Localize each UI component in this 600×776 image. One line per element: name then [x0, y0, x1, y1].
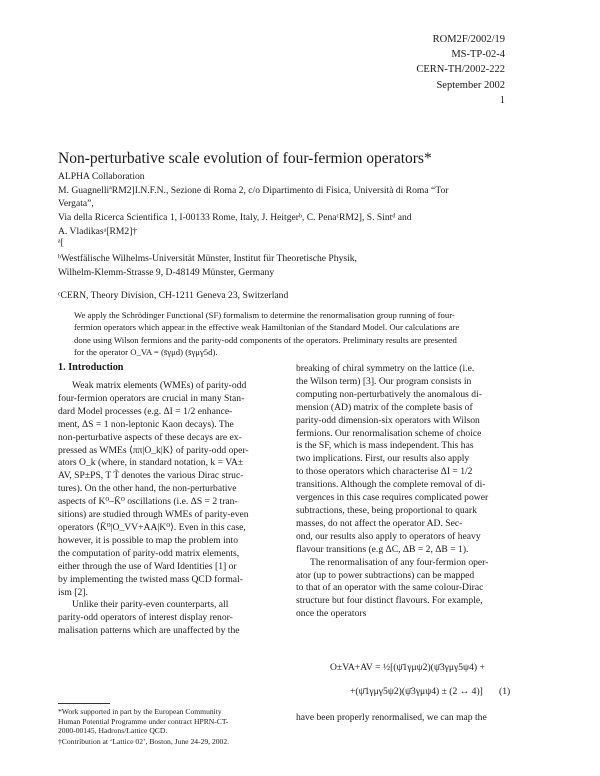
right-column-tail: [296, 712, 518, 725]
text-line: ond, our results also apply to operators of heavy: [296, 530, 481, 542]
equation-line-1: O±VA+AV = ½[(ψ̄1γμψ2)(ψ̄3γμγ5ψ4) +: [330, 662, 485, 673]
text-line: aspects of K⁰–K̄⁰ oscillations (i.e. ΔS = 2 tran-: [58, 496, 238, 508]
affiliation-a: ᵃ[: [58, 237, 64, 248]
text-line: to those operators which characterise ΔI = 1/2: [296, 466, 473, 478]
text-line: breaking of chiral symmetry on the lattice (i.e.: [296, 363, 475, 374]
text-line: ment, ΔS = 1 non-leptonic Kaon decays). The: [58, 418, 234, 430]
report-number: CERN-TH/2002-222: [416, 64, 505, 76]
left-column: [58, 380, 280, 638]
right-column: [296, 363, 518, 621]
footnote-line: 2000-00145, Hadrons/Lattice QCD.: [58, 726, 168, 736]
abstract: [74, 309, 524, 359]
text-line: subtractions, these, being proportional to quark: [296, 504, 477, 516]
abstract-line: We apply the Schrödinger Functional (SF) formalism to determine the renormalisation group running of four-: [74, 310, 455, 320]
text-line: either through the use of Ward Identities [1] or: [58, 560, 237, 572]
author-block: [58, 170, 498, 239]
text-line: to that of an operator with the same colour-Dirac: [296, 582, 484, 594]
text-line: ism [2].: [58, 586, 88, 598]
author-line: Vergata”,: [58, 198, 94, 210]
text-line: two implications. First, our results also apply: [296, 453, 470, 465]
footnote-2: †Contribution at ‘Lattice 02’, Boston, June 24-29, 2002.: [58, 737, 230, 746]
text-line: dard Model processes (e.g. ΔI = 1/2 enhance-: [58, 405, 233, 417]
abstract-line: done using Wilson fermions and the parity-odd components of the operators. Preliminary results are presented: [74, 334, 457, 345]
text-line: AV, SP±PS, T T̃ denotes the various Dirac struc-: [58, 470, 244, 482]
text-line: once the operators: [296, 608, 367, 620]
text-line: transitions. Although the complete removal of di-: [296, 479, 486, 491]
text-line: malisation patterns which are unaffected by the: [58, 625, 240, 637]
footnote-line: Human Potential Programme under contract HPRN-CT-: [58, 716, 229, 726]
author-line: M. GuagnelliªRM2]I.N.F.N., Sezione di Roma 2, c/o Dipartimento di Fisica, Università di Roma “Tor: [58, 184, 449, 196]
text-line: tures). On the other hand, the non-perturbative: [58, 483, 237, 495]
affiliation-c: ᶜCERN, Theory Division, CH-1211 Geneva 23, Switzerland: [58, 290, 289, 301]
text-line: the computation of parity-odd matrix elements,: [58, 547, 240, 559]
abstract-line: fermion operators which appear in the effective weak Hamiltonian of the Standard Model. Our calculations are: [74, 322, 460, 333]
text-line: however, it is possible to map the problem into: [58, 534, 239, 546]
affiliation-b: [58, 252, 357, 279]
text-line: ators O_k (where, in standard notation, k = VA±: [58, 457, 244, 469]
report-numbers: [416, 32, 505, 108]
text-line: four-fermion operators are crucial in many Stan-: [58, 392, 245, 404]
page-number: 1: [499, 94, 505, 106]
text-line: parity-odd operators of interest display renor-: [58, 612, 233, 624]
text-line: vergences in this case requires complicated power: [296, 492, 489, 504]
text-line: flavour transitions (e.g ΔC, ΔB = 2, ΔB = 1).: [296, 543, 469, 555]
author-line: Via della Ricerca Scientifica 1, I-00133 Rome, Italy, J. Heitgerᵇ, C. PenaᶜRM2], S. Sintᵈ and: [58, 212, 412, 224]
equation-line-2: +(ψ̄1γμγ5ψ2)(ψ̄3γμψ4) ± (2 ↔ 4)]: [350, 686, 483, 697]
paper-title: Non-perturbative scale evolution of four-fermion operators*: [58, 150, 432, 167]
text-line: non-perturbative aspects of these decays are ex-: [58, 431, 242, 443]
report-number: ROM2F/2002/19: [432, 34, 505, 45]
equation-number: (1): [499, 686, 511, 697]
affiliation-line: ᵇWestfälische Wilhelms-Universität Münster, Institut für Theoretische Physik,: [58, 253, 357, 264]
text-line: pressed as WMEs ⟨ππ|O_k|K⟩ of parity-odd oper-: [58, 444, 249, 456]
section-heading: 1. Introduction: [58, 362, 124, 373]
text-line: Weak matrix elements (WMEs) of parity-odd: [72, 380, 247, 391]
footnote-1: [58, 707, 278, 736]
text-line: the Wilson term) [3]. Our program consists in: [296, 375, 472, 387]
text-line: sitions) are studied through WMEs of parity-even: [58, 509, 249, 521]
text-line: structure but four distinct flavours. For example,: [296, 595, 483, 607]
report-date: September 2002: [436, 79, 505, 91]
report-number: MS-TP-02-4: [451, 49, 505, 61]
footnote-line: *Work supported in part by the European Community: [58, 707, 222, 716]
author-line: A. Vladikasᵃ[RM2]†: [58, 225, 138, 237]
text-line: have been properly renormalised, we can map the: [296, 712, 487, 723]
affiliation-line: Wilhelm-Klemm-Strasse 9, D-48149 Münster, Germany: [58, 266, 275, 278]
text-line: Unlike their parity-even counterparts, all: [72, 599, 229, 611]
text-line: parity-odd dimension-six operators with Wilson: [296, 414, 480, 426]
text-line: mension (AD) matrix of the complete basis of: [296, 401, 473, 413]
text-line: fermions. Our renormalisation scheme of choice: [296, 427, 482, 439]
text-line: is the SF, which is mass independent. This has: [296, 440, 474, 452]
text-line: masses, do not affect the operator AD. Sec-: [296, 517, 463, 529]
text-line: operators ⟨K̄⁰|O_VV+AA|K⁰⟩. Even in this case,: [58, 521, 246, 533]
text-line: ator (up to power subtractions) can be mapped: [296, 569, 475, 581]
abstract-line: for the operator O_VA = (s̄γμd) (s̄γμγ5d).: [74, 347, 218, 358]
footnote-rule: [58, 703, 110, 704]
text-line: by implementing the twisted mass QCD formal-: [58, 573, 243, 585]
collaboration: ALPHA Collaboration: [58, 171, 145, 182]
text-line: The renormalisation of any four-fermion oper-: [310, 556, 489, 568]
text-line: computing non-perturbatively the anomalous di-: [296, 388, 482, 400]
